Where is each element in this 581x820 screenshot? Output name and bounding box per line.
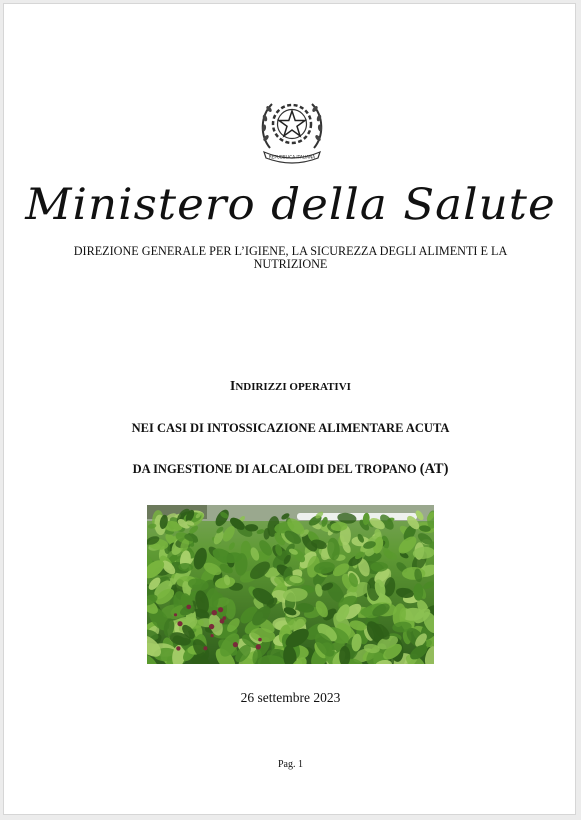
berry	[212, 610, 217, 615]
document-date: 26 settembre 2023	[240, 690, 341, 705]
berry	[218, 607, 223, 612]
emblem-ribbon-text: REPUBBLICA ITALIANA	[268, 154, 316, 160]
title-line-1	[4, 378, 577, 394]
italian-republic-emblem-icon	[256, 90, 328, 166]
plant-field-photo	[147, 505, 434, 664]
berry	[177, 621, 182, 626]
leaf	[370, 562, 388, 572]
title-line-3	[4, 461, 577, 478]
page-number: Pag. 1	[278, 759, 303, 770]
ministry-name: Ministero della Salute	[25, 180, 556, 230]
title-line-3-main: DA INGESTIONE DI ALCALOIDI DEL TROPANO	[132, 462, 420, 476]
leaf	[413, 583, 423, 601]
berry	[258, 638, 262, 642]
berry	[174, 613, 177, 616]
title-line-3-abbr: (AT)	[419, 461, 449, 477]
berry	[176, 646, 180, 650]
document-page	[3, 3, 576, 815]
title-line-1-rest: NDIRIZZI OPERATIVI	[235, 381, 351, 393]
berry	[186, 605, 191, 610]
berry	[233, 642, 238, 647]
title-line-1-initial: I	[230, 378, 236, 393]
berry	[211, 634, 214, 637]
berry	[203, 646, 207, 650]
berry	[223, 616, 227, 620]
berry	[209, 624, 214, 629]
title-line-2: NEI CASI DI INTOSSICAZIONE ALIMENTARE ACUTA	[131, 421, 450, 435]
directorate-name: DIREZIONE GENERALE PER L’IGIENE, LA SICUREZZA DEGLI ALIMENTI E LA NUTRIZIONE	[73, 244, 508, 271]
berry	[256, 644, 261, 649]
